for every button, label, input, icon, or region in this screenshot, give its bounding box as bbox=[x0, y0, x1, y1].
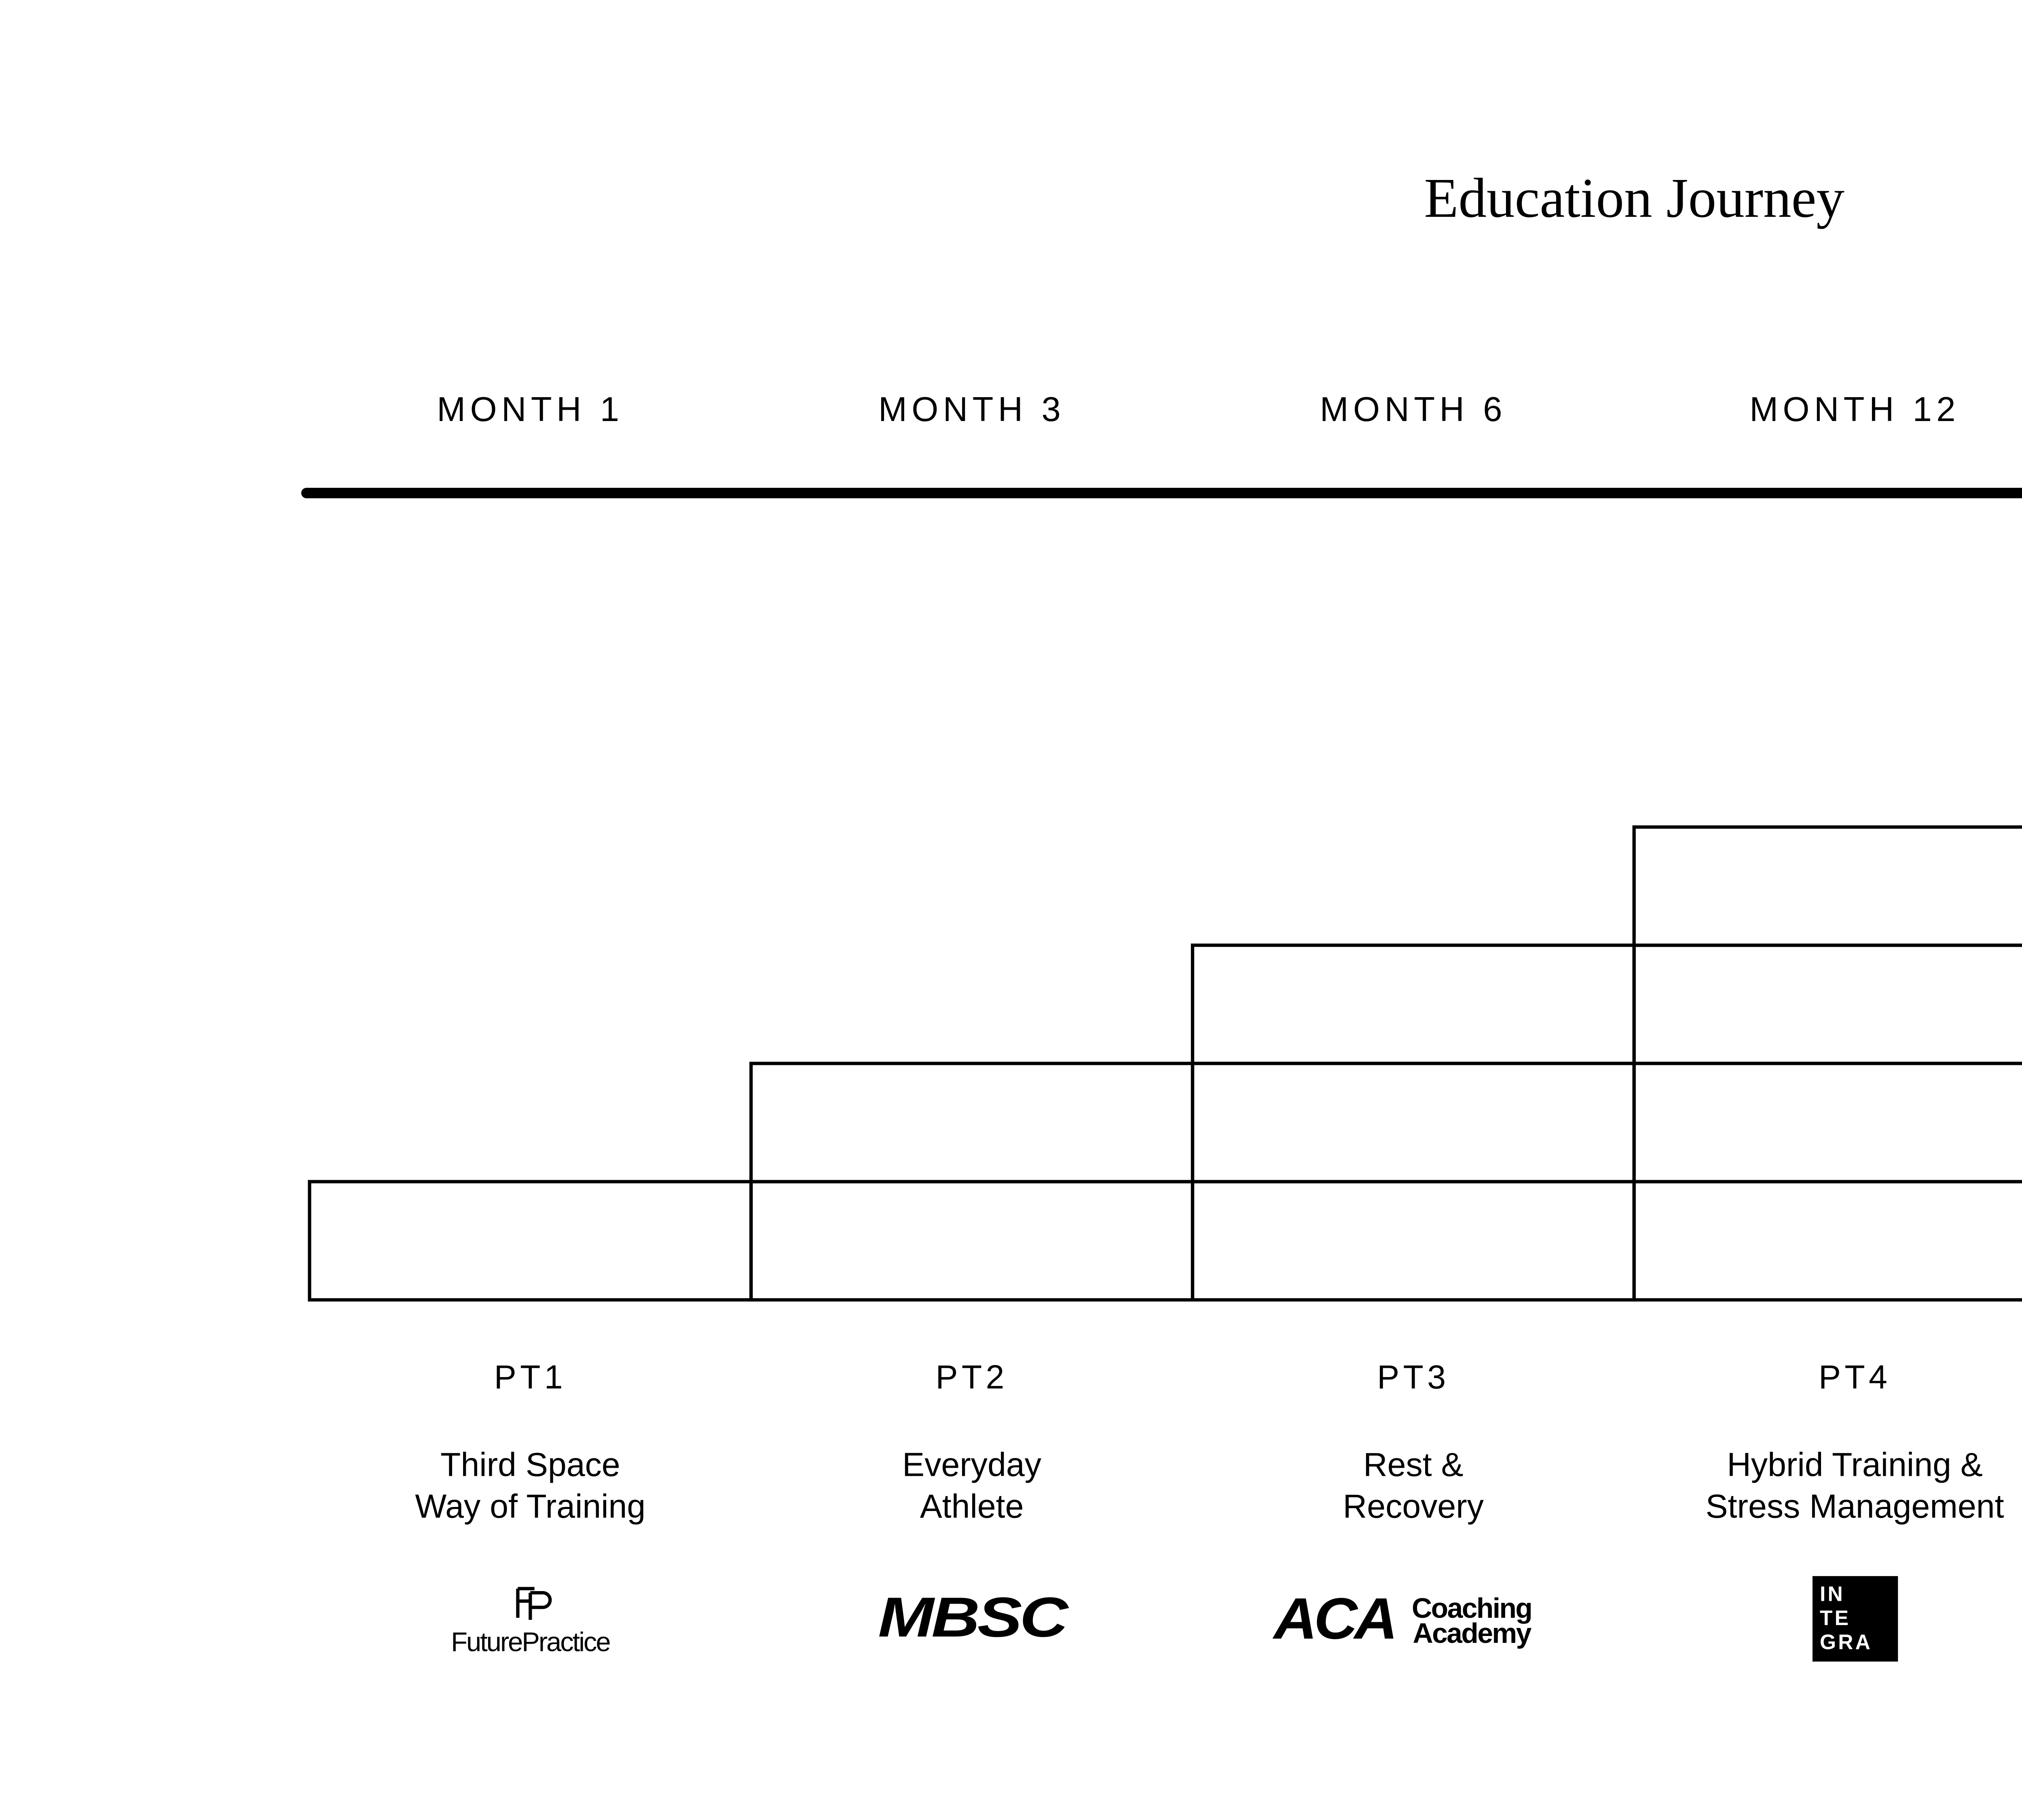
stage-code-4: PT4 bbox=[1819, 1358, 1891, 1396]
logo-text: Coaching bbox=[1411, 1592, 1532, 1624]
logo-text: MBSC bbox=[878, 1586, 1070, 1649]
page-title: Education Journey bbox=[1424, 167, 1845, 230]
stage-name-line: Third Space bbox=[440, 1446, 620, 1484]
logo-text: Academy bbox=[1413, 1617, 1531, 1649]
stage-name-line: Rest & bbox=[1363, 1446, 1464, 1484]
stage-name-line: Recovery bbox=[1343, 1488, 1484, 1525]
logo-text: GRA bbox=[1819, 1630, 1872, 1654]
month-label-3: MONTH 6 bbox=[1320, 390, 1507, 429]
month-label-1: MONTH 1 bbox=[437, 390, 624, 429]
mbsc-logo bbox=[878, 1586, 1069, 1649]
integra-logo bbox=[1813, 1576, 1898, 1661]
stage-name-line: Stress Management bbox=[1705, 1488, 2004, 1525]
stage-name-line: Athlete bbox=[920, 1488, 1024, 1525]
stage-code-3: PT3 bbox=[1377, 1358, 1450, 1396]
month-label-2: MONTH 3 bbox=[878, 390, 1066, 429]
stage-name-line: Way of Training bbox=[415, 1488, 646, 1525]
stage-name-line: Everyday bbox=[902, 1446, 1041, 1484]
month-label-4: MONTH 12 bbox=[1749, 390, 1960, 429]
stage-name-line: Hybrid Training & bbox=[1727, 1446, 1983, 1484]
stage-code-1: PT1 bbox=[494, 1358, 567, 1396]
logo-text: IN bbox=[1819, 1582, 1845, 1606]
logo-text: FuturePractice bbox=[451, 1627, 610, 1657]
logo-text: TE bbox=[1819, 1606, 1851, 1630]
stage-code-2: PT2 bbox=[935, 1358, 1008, 1396]
logo-mark: ACA bbox=[1272, 1585, 1395, 1651]
